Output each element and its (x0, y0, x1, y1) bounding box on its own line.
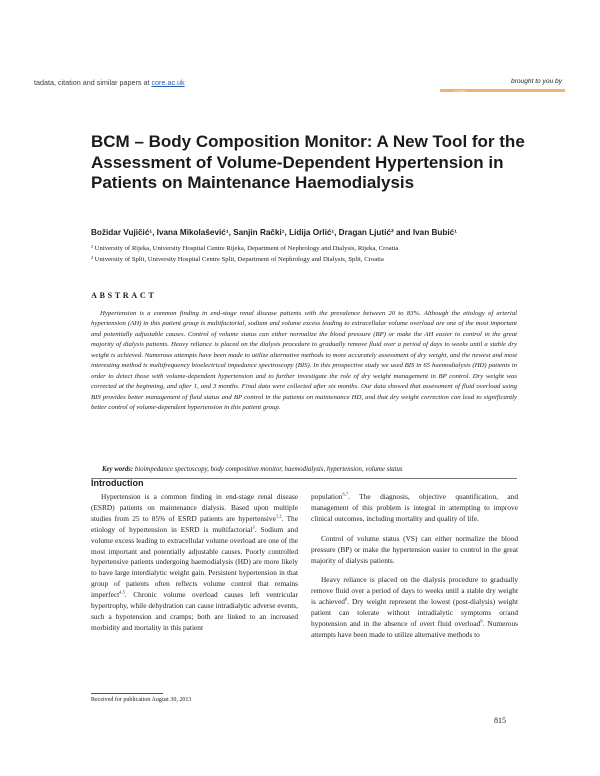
citation-ref: 1,2 (275, 513, 282, 519)
banner-rule-text: CORE (454, 89, 466, 94)
paper-title: BCM – Body Composition Monitor: A New Tool for the Assessment of Volume-Dependent Hypertension in Patients on Maintenance Haemodialysis (91, 132, 525, 192)
text-run: population (311, 492, 343, 501)
text-run: . Dry weight represent the lowest (post-dialysis) weight patient can tolerate without intradialytic symptoms or/and hypotension and in the absence of overt fluid overload (311, 597, 518, 629)
text-run: Heavy reliance is placed on the dialysis procedure to gradually remove fluid over a period of days to weeks until a stable dry weight is achieved (311, 575, 518, 607)
intro-paragraph-3 (311, 575, 518, 640)
text-run: Hypertension is a common finding in end-stage renal disease (ESRD) patients on maintenance dialysis. Based upon multiple studies from 25 to 85% of ESRD patients are hypertensive (91, 492, 298, 523)
author-list: Božidar Vujičić¹, Ivana Mikolašević¹, Sanjin Rački¹, Lidija Orlić¹, Dragan Ljutić² and Ivan Bubić¹ (91, 228, 457, 237)
keywords-values: bioimpedance spectoscopy, body composition monitor, haemodialysis, hypertension, volume status (133, 466, 403, 473)
introduction-heading: Introduction (91, 478, 144, 488)
banner-left-text (34, 78, 185, 87)
intro-paragraph-1 (91, 492, 298, 634)
abstract-heading: ABSTRACT (91, 291, 157, 300)
citation-ref: 9 (480, 618, 483, 624)
intro-paragraph-1-cont (311, 492, 518, 525)
text-run: . The diagnosis, objective quantification, and management of this problem is integral in attempting to improve clinical outcomes, including mortality and quality of life. (311, 492, 518, 523)
banner-right-text: brought to you by (511, 78, 562, 85)
citation-ref: 6,7 (342, 491, 349, 497)
text-run: . Chronic volume overload causes left ventricular hypertrophy, while dehydration can cause intradialytic adverse events, such a hypotension and cramps; both are linked to an increased morbidity and mortality in this patient (91, 590, 298, 632)
citation-ref: 3 (252, 524, 255, 530)
banner-prefix: tadata, citation and similar papers at (34, 78, 152, 87)
text-run: . Numerous attempts have been made to utilize alternative methods to (311, 619, 518, 639)
affiliation-1: ¹ University of Rijeka, University Hospital Centre Rijeka, Department of Nephrology and Dialysis, Rijeka, Croatia (91, 245, 399, 252)
citation-ref: 8 (344, 596, 348, 602)
intro-paragraph-2: Control of volume status (VS) can either normalize the blood pressure (BP) or make the hypertension easier to control in the great majority of dialysis patients. (311, 533, 518, 565)
text-run: . The etiology of hypertension in ESRD is multifactorial (91, 513, 298, 534)
citation-ref: 4,5 (119, 589, 125, 595)
repository-banner (0, 72, 600, 92)
keywords-divider (91, 478, 517, 479)
core-link[interactable]: core.ac.uk (151, 78, 185, 87)
keywords-label: Key words: (102, 466, 134, 473)
footnote-rule (91, 693, 163, 694)
text-run: . Sodium and volume excess leading to extracellular volume overload are one of the most important and potentially adjustable causes. Poorly controlled hypertensive patients undergoing haemodialysis (HD) are more likely to have large interdialytic weight gain. Persistent hypertension in that group of patients often reflects volume control that remains imperfect (91, 524, 298, 600)
abstract-text: Hypertension is a common finding in end-stage renal disease patients with the prevalence between 20 to 83%. Although the etiology of arterial hypertension (AH) in this patient group is multifactorial, sodium and volume excess leading to extracellular volume overload are one of the most important and potentially adjustable causes. Control of volume status can either normalize the blood pressure (BP) or make the AH easier to control in the great majority of dialysis patients. Heavy reliance is placed on the dialysis procedure to gradually remove fluid over a period of days to weeks until a stable dry weight is achieved. Numerous attempts have been made to utilize alternative methods to more accurately assessment of dry weight, and the newest and most interesting method is multifrequency bioelectrical impedance spectroscopy (BIS). In this prospective study we used BIS in 65 haemodialysis (HD) patients in order to detect those with volume-dependent hypertension and to further investigate the role of dry weight management in BP control. Dry weight was corrected at the beginning, and after 1, and 3 months. Final data were collected after six months. Our data showed that assessment of fluid overload using BIS provides better management of fluid status and BP control in the patients on maintenance HD, and that dry weight correction can lead to significantly better control of volume-dependent hypertension in this patient group. (91, 310, 517, 412)
received-footnote: Received for publication August 30, 2013 (91, 697, 192, 703)
page-number: 815 (494, 716, 506, 725)
body-column-right (311, 492, 518, 650)
keywords-line (102, 466, 403, 473)
body-column-left (91, 492, 298, 643)
affiliation-2: ² University of Split, University Hospital Centre Split, Department of Nephrology and Dialysis, Split, Croatia (91, 256, 384, 263)
